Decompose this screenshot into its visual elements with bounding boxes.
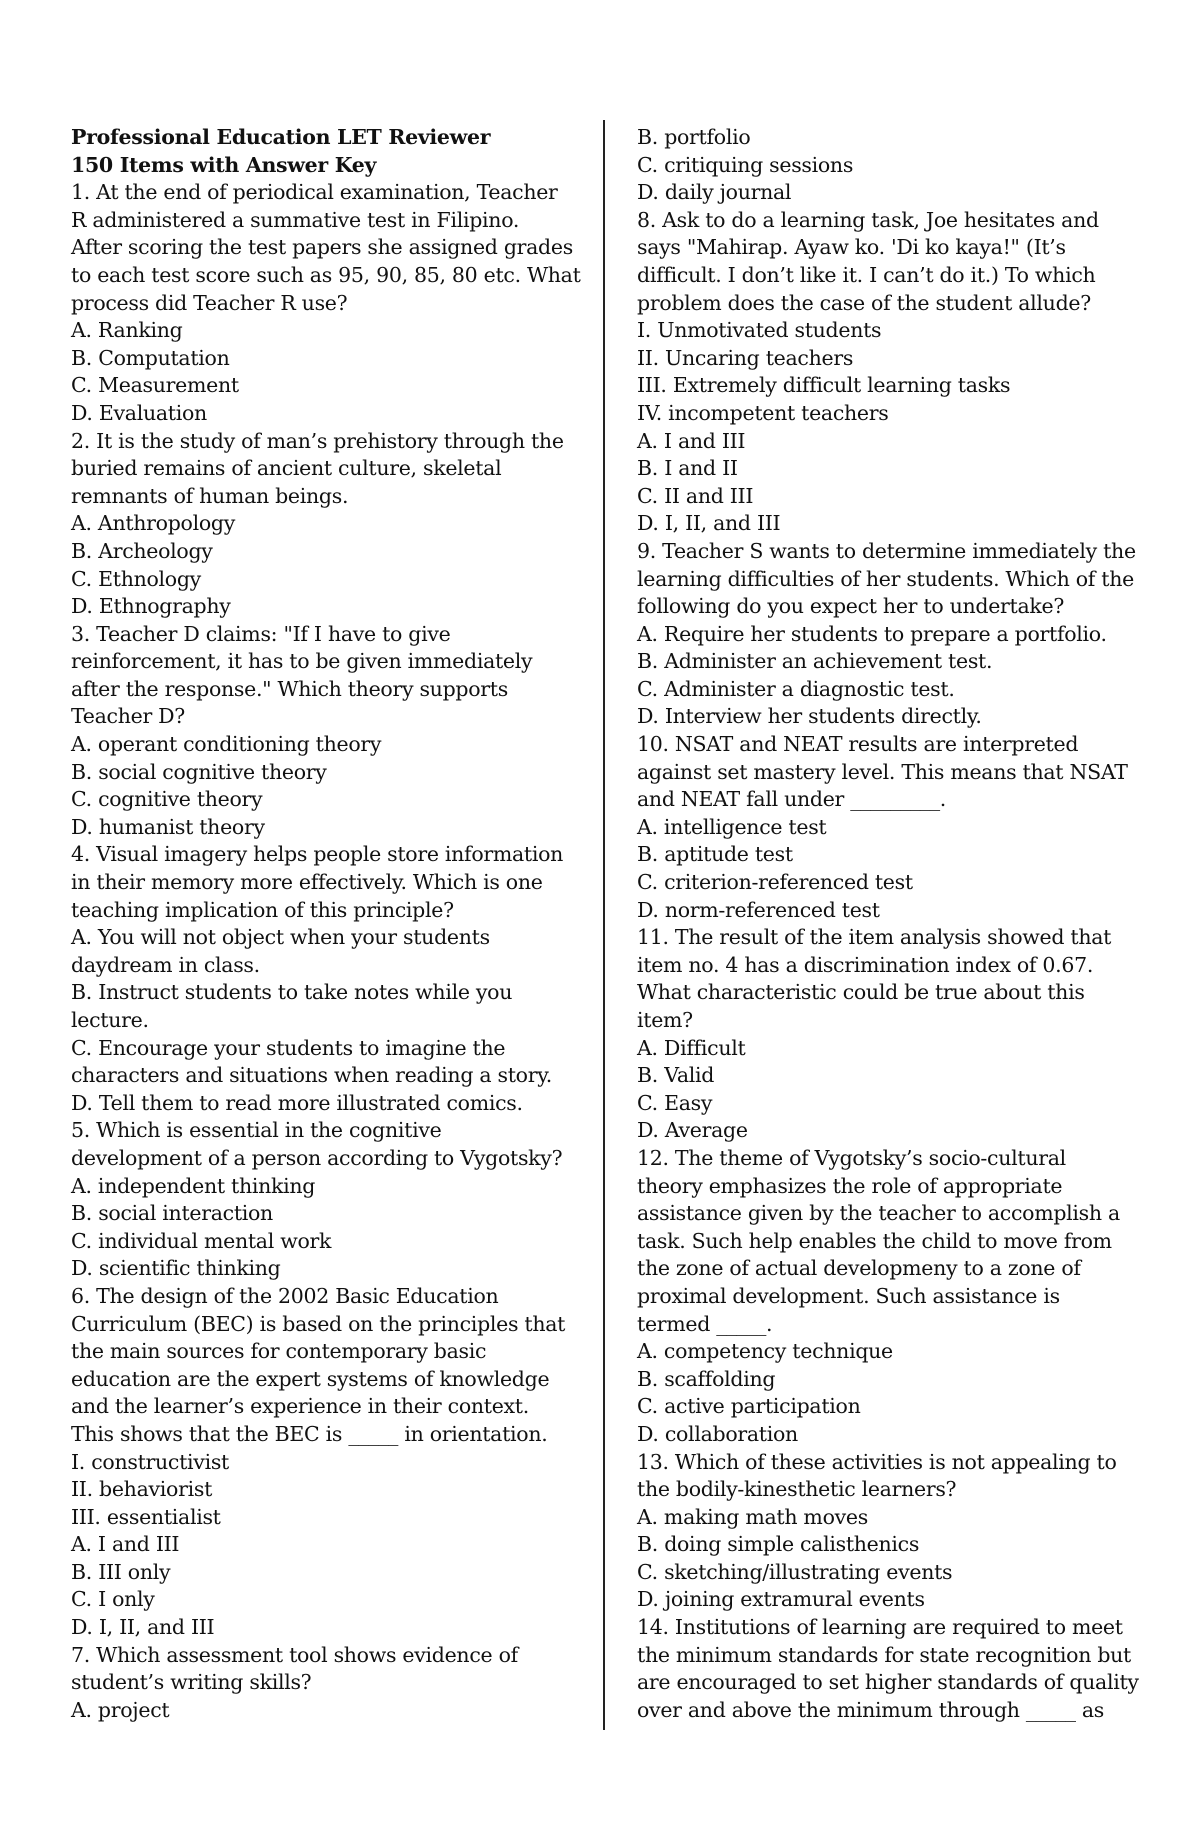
text-line: C. Easy [637,1090,713,1115]
text-line: D. daily journal [637,180,792,205]
text-line: D. Average [637,1118,748,1143]
text-line: process did Teacher R use? [71,290,348,315]
text-line: item no. 4 has a discrimination index of 0.67. [637,952,1094,977]
text-line: III. Extremely difficult learning tasks [637,373,1011,398]
text-line: 2. It is the study of man’s prehistory through the [71,428,564,453]
text-line: task. Such help enables the child to move from [637,1228,1112,1253]
text-line: B. aptitude test [637,842,793,867]
text-line: A. project [71,1697,170,1722]
text-line: B. portfolio [637,125,751,149]
text-line: reinforcement, it has to be given immediately [71,649,533,674]
text-line: C. I only [71,1587,155,1612]
text-line: B. Instruct students to take notes while you [71,980,513,1005]
text-line: against set mastery level. This means that NSAT [637,759,1128,784]
right-column [637,124,1157,1724]
text-line: D. Interview her students directly. [637,704,982,729]
document-subtitle: 150 Items with Answer Key [71,152,377,177]
text-line: 14. Institutions of learning are required to meet [637,1615,1123,1640]
text-line: to each test score such as 95, 90, 85, 80 etc. What [71,262,581,287]
text-line: D. scientific thinking [71,1256,281,1281]
text-line: A. I and III [637,428,746,453]
column-divider [603,120,605,1730]
text-line: A. operant conditioning theory [71,732,382,757]
text-line: D. collaboration [637,1421,798,1446]
text-line: 3. Teacher D claims: "If I have to give [71,621,451,646]
text-line: IV. incompetent teachers [637,400,889,425]
text-line: C. Measurement [71,373,239,398]
text-line: C. sketching/illustrating events [637,1559,953,1584]
text-line: D. humanist theory [71,814,265,839]
text-line: C. critiquing sessions [637,152,854,177]
text-line: difficult. I don’t like it. I can’t do it.) To which [637,262,1096,287]
text-line: the zone of actual developmeny to a zone of [637,1256,1081,1281]
text-line: A. competency technique [637,1339,893,1364]
text-line: characters and situations when reading a story. [71,1063,552,1088]
text-line: I. Unmotivated students [637,318,882,343]
text-line: lecture. [71,1008,149,1032]
text-line: B. Archeology [71,538,213,563]
text-line: B. Valid [637,1063,715,1088]
text-line: assistance given by the teacher to accomplish a [637,1201,1120,1226]
text-line: 10. NSAT and NEAT results are interpreted [637,732,1079,757]
text-line: II. Uncaring teachers [637,345,854,370]
text-line: learning difficulties of her students. Which of the [637,566,1134,591]
text-line: D. joining extramural events [637,1587,925,1612]
text-line: R administered a summative test in Filipino. [71,207,520,232]
text-line: A. I and III [71,1532,180,1557]
text-line: II. behaviorist [71,1477,213,1502]
text-line: item? [637,1008,693,1032]
text-line: B. I and II [637,456,738,481]
text-line: teaching implication of this principle? [71,897,454,922]
text-line: and NEAT fall under _________. [637,787,947,812]
text-line: III. essentialist [71,1504,221,1529]
text-line: problem does the case of the student allude? [637,290,1091,315]
text-line: 13. Which of these activities is not appealing to [637,1449,1117,1474]
text-line: 11. The result of the item analysis showed that [637,925,1112,950]
text-line: C. individual mental work [71,1228,332,1253]
text-line: D. I, II, and III [637,511,781,536]
text-line: 5. Which is essential in the cognitive [71,1118,442,1143]
text-line: A. making math moves [637,1504,868,1529]
text-line: A. independent thinking [71,1173,316,1198]
text-line: the bodily-kinesthetic learners? [637,1477,957,1502]
text-line: proximal development. Such assistance is [637,1283,1060,1308]
text-line: in their memory more effectively. Which is one [71,870,543,895]
text-line: A. Require her students to prepare a portfolio. [637,621,1107,646]
text-line: D. Evaluation [71,400,207,425]
text-line: B. Computation [71,345,230,370]
text-line: C. cognitive theory [71,787,263,812]
text-line: 4. Visual imagery helps people store information [71,842,564,867]
text-line: 7. Which assessment tool shows evidence of [71,1642,518,1667]
text-line: over and above the minimum through _____ as [637,1697,1105,1722]
text-line: B. social interaction [71,1201,273,1226]
text-line: 12. The theme of Vygotsky’s socio-cultural [637,1145,1066,1170]
left-column [71,124,583,1724]
text-line: C. Administer a diagnostic test. [637,676,955,701]
text-line: education are the expert systems of knowledge [71,1366,550,1391]
text-line: B. scaffolding [637,1366,776,1391]
text-line: B. doing simple calisthenics [637,1532,920,1557]
text-line: are encouraged to set higher standards of quality [637,1670,1139,1695]
text-line: the main sources for contemporary basic [71,1339,487,1364]
text-line: I. constructivist [71,1449,229,1474]
text-line: B. Administer an achievement test. [637,649,993,674]
text-line: following do you expect her to undertake? [637,594,1065,619]
text-line: and the learner’s experience in their context. [71,1394,529,1419]
text-line: A. intelligence test [637,814,827,839]
text-line: development of a person according to Vygotsky? [71,1145,563,1170]
text-line: 8. Ask to do a learning task, Joe hesitates and [637,207,1099,232]
text-line: daydream in class. [71,952,260,977]
text-line: A. Ranking [71,318,183,343]
text-line: 1. At the end of periodical examination, Teacher [71,180,558,205]
text-line: remnants of human beings. [71,483,349,508]
text-line: C. criterion-referenced test [637,870,913,895]
text-line: A. Difficult [637,1035,746,1060]
text-line: Curriculum (BEC) is based on the principles that [71,1311,566,1336]
text-line: 9. Teacher S wants to determine immediately the [637,538,1136,563]
text-line: B. social cognitive theory [71,759,327,784]
text-line: D. I, II, and III [71,1615,215,1640]
text-line: A. You will not object when your students [71,925,490,950]
text-line: D. norm-referenced test [637,897,880,922]
text-line: After scoring the test papers she assigned grades [71,235,573,260]
text-line: C. Ethnology [71,566,201,591]
text-line: Teacher D? [71,704,185,729]
text-line: theory emphasizes the role of appropriate [637,1173,1063,1198]
text-line: student’s writing skills? [71,1670,312,1695]
text-line: C. active participation [637,1394,861,1419]
document-title: Professional Education LET Reviewer [71,125,491,149]
text-line: after the response." Which theory supports [71,676,508,701]
text-line: What characteristic could be true about this [637,980,1085,1005]
text-line: C. Encourage your students to imagine the [71,1035,506,1060]
text-line: B. III only [71,1559,171,1584]
text-line: says "Mahirap. Ayaw ko. 'Di ko kaya!" (It’s [637,235,1066,260]
text-line: 6. The design of the 2002 Basic Education [71,1283,499,1308]
text-line: C. II and III [637,483,754,508]
text-line: buried remains of ancient culture, skeletal [71,456,502,481]
text-line: termed _____. [637,1311,773,1336]
text-line: D. Tell them to read more illustrated comics. [71,1090,523,1115]
text-line: D. Ethnography [71,594,231,619]
text-line: A. Anthropology [71,511,235,536]
text-line: the minimum standards for state recognition but [637,1642,1131,1667]
text-line: This shows that the BEC is _____ in orientation. [71,1421,548,1446]
